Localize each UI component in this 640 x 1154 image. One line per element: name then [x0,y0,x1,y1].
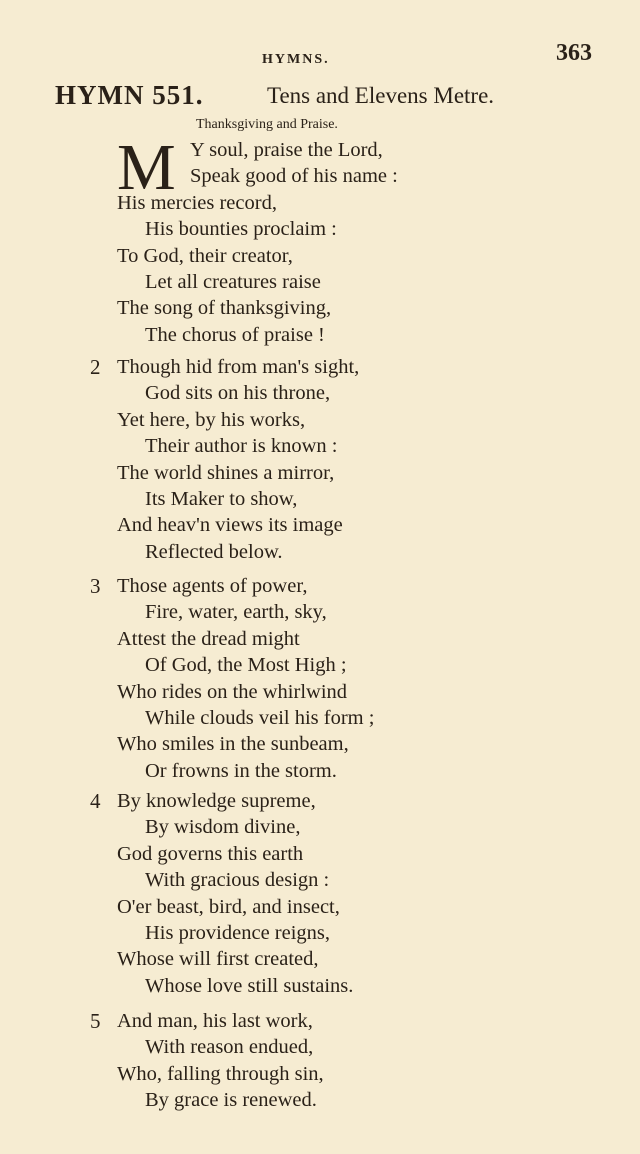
hymn-line: God sits on his throne, [145,382,331,405]
hymn-line: Speak good of his name : [190,165,398,188]
hymn-line: By wisdom divine, [145,816,301,839]
stanza-number: 5 [90,1009,101,1033]
hymn-line: And man, his last work, [117,1010,313,1032]
hymn-line: And heav'n views its image [117,514,343,537]
hymn-line: Reflected below. [145,540,283,563]
running-head: HYMNS. [262,52,330,67]
hymn-line: Or frowns in the storm. [145,759,337,782]
hymn-line: Who smiles in the sunbeam, [117,733,349,756]
hymn-line: To God, their creator, [117,244,293,267]
stanza-number: 3 [90,574,101,598]
stanza-number: 2 [90,355,101,379]
stanza-number: 4 [90,789,101,813]
hymn-line: His mercies record, [117,191,277,214]
hymn-line: The song of thanksgiving, [117,297,332,320]
hymn-line: Their author is known : [145,435,338,458]
hymn-line: Those agents of power, [117,575,308,597]
hymn-line: Whose love still sustains. [145,974,354,997]
hymn-line: The chorus of praise ! [145,323,325,346]
hymn-line: With gracious design : [145,869,330,892]
hymn-line: Yet here, by his works, [117,408,306,431]
hymn-line: His providence reigns, [145,922,331,944]
hymn-line: Y soul, praise the Lord, [190,139,383,161]
hymn-line: Let all creatures raise [145,271,321,293]
drop-cap: M [117,131,176,204]
hymn-number: HYMN 551. [55,80,204,110]
hymn-heading [55,80,585,111]
hymn-line: O'er beast, bird, and insect, [117,895,340,918]
hymn-line: Though hid from man's sight, [117,356,360,378]
hymn-line: The world shines a mirror, [117,461,335,484]
hymn-line: Who, falling through sin, [117,1062,324,1085]
hymn-line: Fire, water, earth, sky, [145,601,327,624]
hymn-metre: Tens and Elevens Metre. [267,83,495,108]
hymn-line: While clouds veil his form ; [145,707,375,729]
page-number: 363 [556,40,592,66]
hymn-line: By grace is renewed. [145,1089,317,1112]
hymn-line: With reason endued, [145,1036,314,1059]
hymn-subtitle: Thanksgiving and Praise. [196,117,338,132]
hymn-line: Its Maker to show, [145,488,298,510]
hymn-line: By knowledge supreme, [117,790,316,812]
hymn-line: Who rides on the whirlwind [117,680,348,703]
hymn-line: God governs this earth [117,842,304,865]
hymn-line: His bounties proclaim : [145,218,337,241]
hymn-line: Of God, the Most High ; [145,654,347,677]
hymn-line: Attest the dread might [117,627,300,650]
hymn-line: Whose will first created, [117,948,319,971]
